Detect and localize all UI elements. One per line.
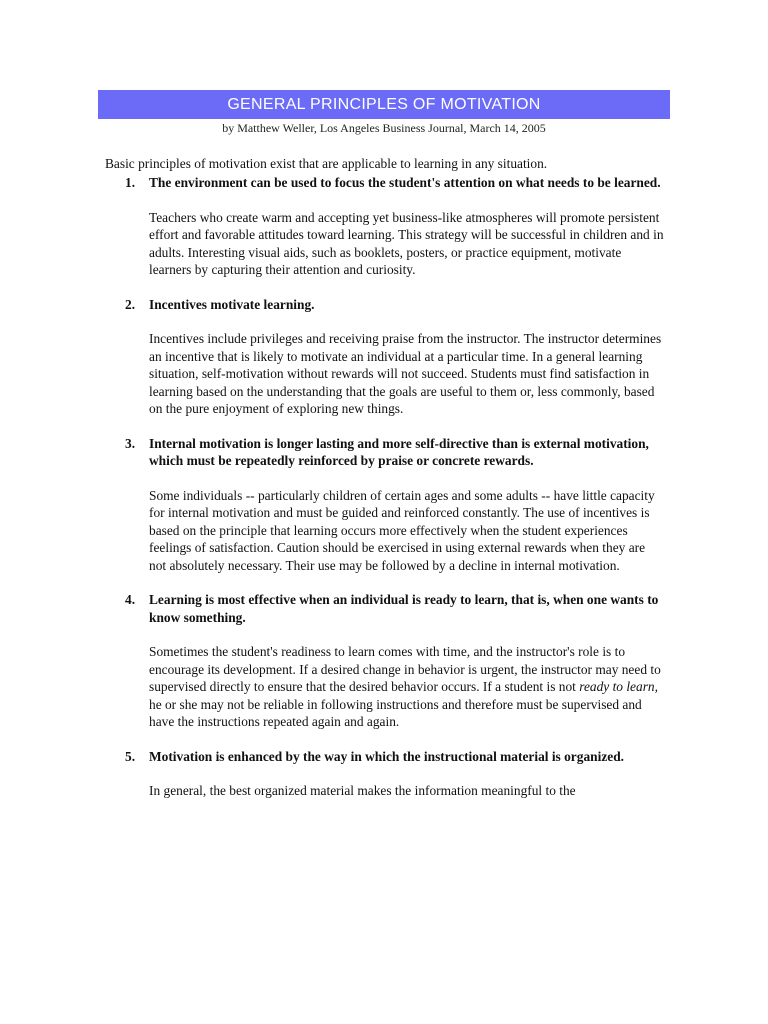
item-number: 2. <box>125 296 136 312</box>
body-emphasis: ready to learn, <box>579 679 658 694</box>
item-number: 5. <box>125 748 136 764</box>
item-body: In general, the best organized material makes the information meaningful to the <box>149 783 576 798</box>
item-heading: Internal motivation is longer lasting and more self-directive than is external motivation, which must be repeatedly reinforced by praise or concrete rewards. <box>149 435 649 468</box>
principles-list <box>105 174 665 817</box>
item-body: Teachers who create warm and accepting yet business-like atmospheres will promote persistent effort and favorable attitudes toward learning. This strategy will be successful in children and in adults. Interesting visual aids, such as booklets, posters, or practice equipment, motivate learners by capturing their attention and curiosity. <box>149 209 664 277</box>
document-title: GENERAL PRINCIPLES OF MOTIVATION <box>227 95 541 113</box>
item-heading: The environment can be used to focus the student's attention on what needs to be learned. <box>149 175 661 190</box>
item-body <box>149 643 665 731</box>
item-heading: Incentives motivate learning. <box>149 296 315 312</box>
item-body: Some individuals -- particularly children of certain ages and some adults -- have little capacity for internal motivation and must be guided and reinforced constantly. The use of incentives is based on the principle that learning occurs more effectively when the student experiences feelings of satisfaction. Caution should be exercised in using external rewards when they are not absolutely necessary. Their use may be followed by a decline in internal motivation. <box>149 487 655 573</box>
body-text-before: Sometimes the student's readiness to learn comes with time, and the instructor's role is to encourage its development. If a desired change in behavior is urgent, the instructor may need to supervised directly to ensure that the desired behavior occurs. If a student is not <box>149 644 661 694</box>
title-bar <box>98 90 670 119</box>
item-body: Incentives include privileges and receiving praise from the instructor. The instructor determines an incentive that is likely to motivate an individual at a particular time. In a general learning situation, self-motivation without rewards will not succeed. Students must find satisfaction in learning based on the understanding that the goals are useful to them or, less commonly, based on the pure enjoyment of exploring new things. <box>149 331 662 416</box>
item-number: 4. <box>125 592 136 607</box>
item-heading: Learning is most effective when an individual is ready to learn, that is, when one wants to know something. <box>149 592 659 625</box>
list-item <box>105 174 665 279</box>
item-number: 3. <box>125 435 136 451</box>
item-heading: Motivation is enhanced by the way in which the instructional material is organized. <box>149 748 624 764</box>
item-number: 1. <box>125 175 136 190</box>
list-item <box>105 591 665 731</box>
list-item <box>105 435 665 575</box>
intro-paragraph: Basic principles of motivation exist that are applicable to learning in any situation. <box>105 156 548 171</box>
list-item <box>105 296 665 418</box>
list-item <box>105 748 665 800</box>
body-text-after: he or she may not be reliable in following instructions and therefore must be supervised and have the instructions repeated again and again. <box>149 696 642 729</box>
byline: by Matthew Weller, Los Angeles Business Journal, March 14, 2005 <box>222 121 546 135</box>
